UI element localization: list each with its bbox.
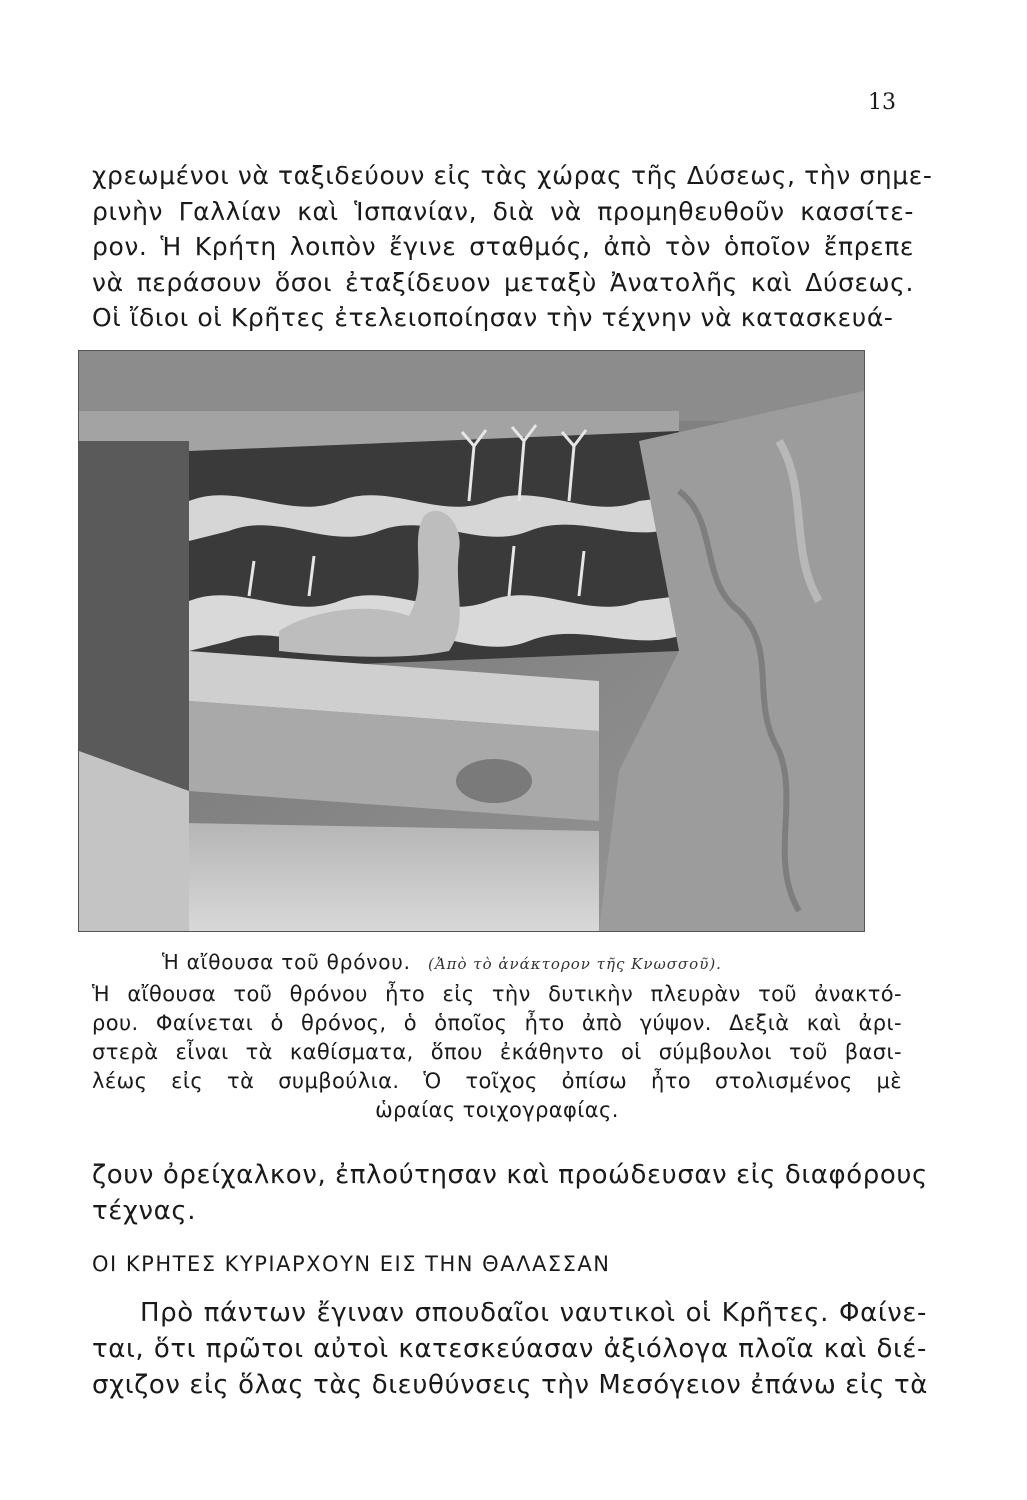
text-line: ζουν ὀρείχαλκον, ἐπλούτησαν καὶ προώδευσαν εἰς διαφόρους [92,1160,928,1190]
text-line: σχιζον εἰς ὅλας τὰς διευθύνσεις τὴν Μεσόγειον ἐπάνω εἰς τὰ [92,1370,929,1400]
caption-title [162,950,722,974]
continuation-paragraph [92,1158,927,1229]
throne-room-photo [78,350,865,932]
text-line: ται, ὅτι πρῶτοι αὐτοὶ κατεσκεύασαν ἀξιόλογα πλοῖα καὶ διέ- [92,1334,927,1364]
caption-body [92,980,902,1125]
caption-line: Ἡ αἴθουσα τοῦ θρόνου ἦτο εἰς τὴν δυτικὴν πλευρὰν τοῦ ἀνακτό- [92,982,902,1006]
text-line: Πρὸ πάντων ἔγιναν σπουδαῖοι ναυτικοὶ οἱ Κρῆτες. Φαίνε- [140,1298,927,1328]
text-line: ρινὴν Γαλλίαν καὶ Ἱσπανίαν, διὰ νὰ προμηθευθοῦν κασσίτε- [92,196,914,226]
last-paragraph [92,1295,927,1403]
text-line: Οἱ ἴδιοι οἱ Κρῆτες ἐτελειοποίησαν τὴν τέχνην νὰ κατασκευά- [92,303,894,332]
section-heading: ΟΙ ΚΡΗΤΕΣ ΚΥΡΙΑΡΧΟΥΝ ΕΙΣ ΤΗΝ ΘΑΛΑΣΣΑΝ [92,1252,611,1276]
caption-title-text: Ἡ αἴθουσα τοῦ θρόνου. [162,950,411,974]
page-number: 13 [868,90,896,115]
top-paragraph [92,158,933,336]
caption-line: στερὰ εἶναι τὰ καθίσματα, ὅπου ἐκάθηντο οἱ σύμβουλοι τοῦ βασι- [92,1040,902,1064]
text-line: νὰ περάσουν ὅσοι ἐταξίδευον μεταξὺ Ἀνατολῆς καὶ Δύσεως. [92,267,914,297]
text-line: τέχνας. [92,1195,197,1226]
text-line: ρον. Ἡ Κρήτη λοιπὸν ἔγινε σταθμός, ἀπὸ τὸν ὁποῖον ἔπρεπε [92,232,914,261]
caption-line: λέως εἰς τὰ συμβούλια. Ὁ τοῖχος ὀπίσω ἦτο στολισμένος μὲ [92,1069,902,1093]
text-line: χρεωμένοι νὰ ταξιδεύουν εἰς τὰς χώρας τῆς Δύσεως, τὴν σημε- [92,161,933,190]
caption-line: ρου. Φαίνεται ὁ θρόνος, ὁ ὁποῖος ἦτο ἀπὸ γύψον. Δεξιὰ καὶ ἀρι- [92,1011,902,1035]
caption-line: ὡραίας τοιχογραφίας. [375,1098,619,1122]
caption-source: (Ἀπὸ τὸ ἀνάκτορον τῆς Κνωσσοῦ). [427,955,722,973]
